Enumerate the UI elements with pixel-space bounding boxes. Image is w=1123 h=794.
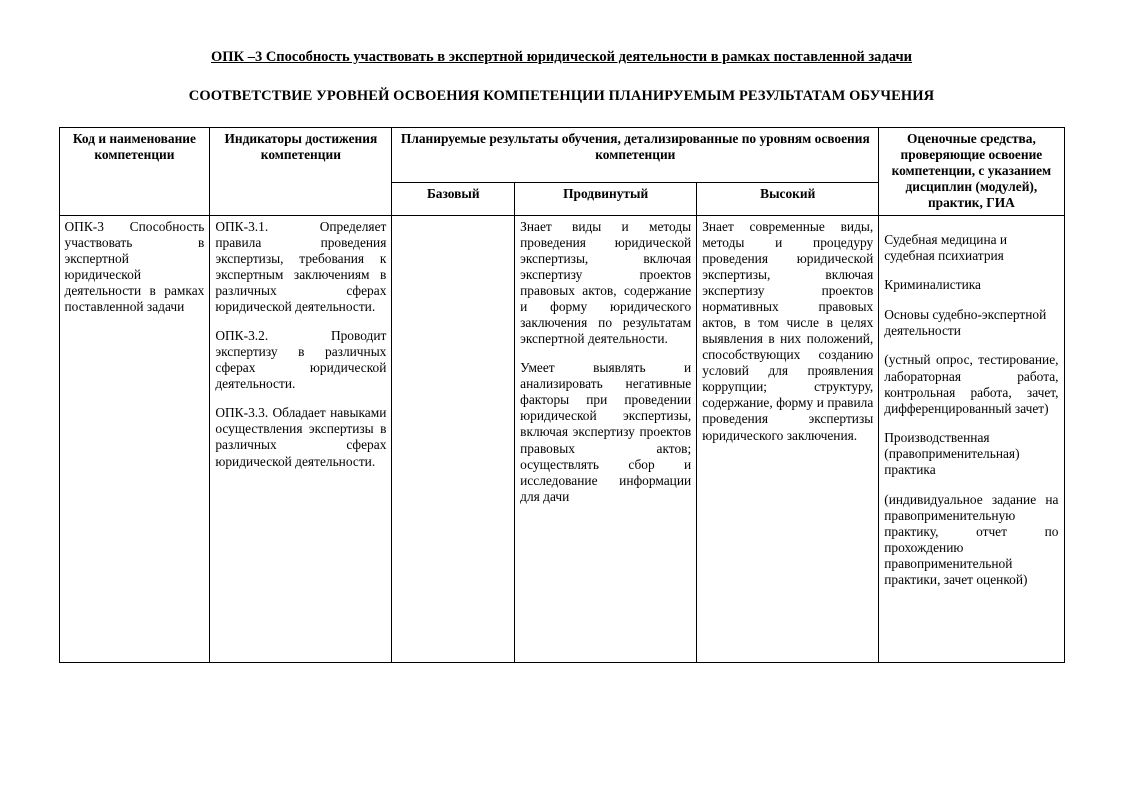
cell-indicators — [210, 215, 392, 662]
cell-level-advanced — [515, 215, 697, 662]
cell-level-basic — [392, 215, 515, 662]
indicator-item: ОПК-3.3. Обладает навыками осуществления экспертизы в различных сферах юридической деятельности. — [215, 405, 387, 469]
assessment-item: Криминалистика — [884, 277, 981, 293]
header-level-advanced: Продвинутый — [515, 183, 697, 215]
cell-assessment-tools — [879, 215, 1064, 662]
page-subtitle: СООТВЕТСТВИЕ УРОВНЕЙ ОСВОЕНИЯ КОМПЕТЕНЦИИ ПЛАНИРУЕМЫМ РЕЗУЛЬТАТАМ ОБУЧЕНИЯ — [188, 88, 935, 105]
advanced-paragraph: Умеет выявлять и анализировать негативные факторы при проведении юридической экспертизы, включая экспертизу проектов правовых актов; осуществлять сбор и исследование информации для дачи — [520, 360, 692, 504]
indicator-item: ОПК-3.1. Определяет правила проведения экспертизы, требования к экспертным заключениям в различных сферах юридической деятельности. — [215, 218, 387, 314]
header-level-high: Высокий — [697, 183, 879, 215]
assessment-item: Основы судебно-экспертной деятельности — [884, 306, 1047, 338]
cell-level-high — [697, 215, 879, 662]
cell-competence-code: ОПК-3 Способность участвовать в экспертной юридической деятельности в рамках поставленной задачи — [59, 215, 210, 662]
header-assessment-tools: Оценочные средства, проверяющие освоение компетенции, с указанием дисциплин (модулей), практик, ГИА — [879, 128, 1064, 215]
table-header-row-1 — [59, 128, 1064, 183]
page-title — [44, 48, 1079, 66]
header-indicators: Индикаторы достижения компетенции — [210, 128, 392, 215]
competence-matrix-table — [59, 127, 1065, 662]
table-row — [59, 215, 1064, 662]
assessment-item: (устный опрос, тестирование, лабораторная работа, контрольная работа, зачет, дифференцированный зачет) — [884, 352, 1059, 416]
header-competence-code: Код и наименование компетенции — [59, 128, 210, 215]
advanced-paragraph: Знает виды и методы проведения юридической экспертизы, включая экспертизу проектов правовых актов, содержание и форму юридического заключения по результатам экспертной деятельности. — [520, 218, 692, 347]
assessment-item: Судебная медицина и судебная психиатрия — [884, 231, 1008, 263]
assessment-item: (индивидуальное задание на правоприменительную практику, отчет по прохождению правоприменительной практики, зачет оценкой) — [884, 491, 1059, 588]
assessment-item: Производственная (правоприменительная) практика — [884, 430, 1020, 478]
header-planned-results-group: Планируемые результаты обучения, детализированные по уровням освоения компетенции — [392, 128, 879, 183]
high-paragraph: Знает современные виды, методы и процедуру проведения юридической экспертизы, включая экспертизу проектов нормативных правовых актов, в том числе в целях выявления в них положений, способствующих созданию условий для проявления коррупции; структуру, содержание, форму и правила проведения экспертизы юридического заключения. — [702, 218, 874, 443]
page-title-text: ОПК –3 Способность участвовать в экспертной юридической деятельности в рамках поставленной задачи — [211, 49, 912, 65]
indicator-item: ОПК-3.2. Проводит экспертизу в различных сферах юридической деятельности. — [215, 327, 387, 392]
header-level-basic: Базовый — [392, 183, 515, 215]
